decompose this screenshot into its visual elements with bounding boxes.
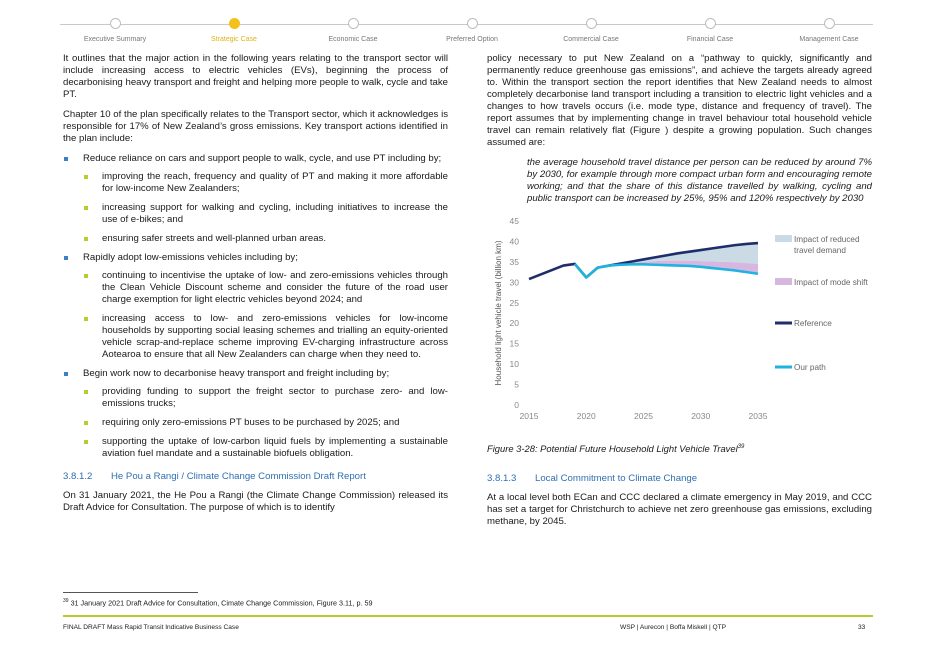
nav-step[interactable]: [293, 14, 413, 43]
nav-step-label: Financial Case: [686, 36, 734, 43]
sub-list: [83, 270, 448, 361]
list-item: [63, 368, 448, 460]
nav-step-dot: [824, 18, 835, 29]
sub-list-item: providing funding to support the freight sector to purchase zero- and low-emissions trucks;: [83, 386, 448, 410]
nav-step[interactable]: [769, 14, 889, 43]
y-tick-label: 30: [509, 277, 519, 288]
sub-list-item: supporting the uptake of low-carbon liquid fuels by implementing a sustainable aviation fuel mandate and a sustainable biofuels obligation.: [83, 436, 448, 460]
nav-step[interactable]: [174, 14, 294, 43]
nav-step-dot: [229, 18, 240, 29]
sub-list-item: improving the reach, frequency and quality of PT and making it more affordable for low-income New Zealanders;: [83, 171, 448, 195]
y-tick-label: 20: [509, 318, 519, 329]
nav-step-label: Strategic Case: [211, 36, 257, 43]
section-title: Local Commitment to Climate Change: [535, 473, 698, 485]
sub-list-item: continuing to incentivise the uptake of low- and zero-emissions vehicles through the Clean Vehicle Discount scheme and consider the future of the road user charge exemption for light electric vehicles beyond 2024; and: [83, 270, 448, 306]
x-tick-label: 2025: [634, 411, 653, 421]
paragraph: policy necessary to put New Zealand on a “pathway to quickly, significantly and permanently reduce greenhouse gas emissions”, and achieve the targets already agreed to. Within the transport section the report identifies that New Zealand needs to almost completely decarbonise land transport including a transition to electric light vehicles and a changes to how travels occurs (i.e. mode type, distance and frequency of travel). The report assumes that by implementing change in travel behaviour total household vehicle travel can remain relatively flat (Figure ) despite a growing population. Such changes assumed are:: [487, 53, 872, 148]
legend-label-reference: Reference: [794, 319, 832, 328]
nav-step[interactable]: [412, 14, 532, 43]
nav-step-dot: [705, 18, 716, 29]
section-title: He Pou a Rangi / Climate Change Commission Draft Report: [111, 471, 366, 482]
left-column: [63, 53, 448, 522]
section-number: 3.8.1.2: [63, 471, 93, 482]
footer-authors: WSP | Aurecon | Boffa Miskell | QTP: [620, 624, 727, 631]
y-tick-label: 15: [509, 338, 519, 349]
legend-swatch-reduced-demand: [775, 235, 792, 242]
sub-list: [83, 171, 448, 245]
footer-title: FINAL DRAFT Mass Rapid Transit Indicative Business Case: [63, 624, 239, 631]
y-tick-label: 35: [509, 256, 519, 267]
x-tick-label: 2035: [748, 411, 768, 421]
list-item-text: Rapidly adopt low-emissions vehicles including by;: [83, 252, 298, 263]
list-item: [63, 252, 448, 361]
footer-rule: [63, 615, 873, 617]
chart-svg: [487, 211, 872, 439]
right-column: [487, 53, 872, 536]
caption-footnote-ref: 39: [737, 444, 745, 450]
x-tick-label: 2015: [519, 411, 539, 421]
nav-step[interactable]: [650, 14, 770, 43]
x-tick-label: 2020: [576, 411, 596, 421]
action-list: [63, 153, 448, 460]
nav-step-dot: [586, 18, 597, 29]
list-item-text: Begin work now to decarbonise heavy transport and freight including by;: [83, 368, 390, 379]
sub-list-item: ensuring safer streets and well-planned urban areas.: [83, 233, 448, 245]
nav-step-dot: [348, 18, 359, 29]
paragraph: At a local level both ECan and CCC declared a climate emergency in May 2019, and CCC has set a target for Christchurch to achieve net zero greenhouse gas emissions, excluding methane, by 2045.: [487, 492, 872, 528]
paragraph: On 31 January 2021, the He Pou a Rangi (the Climate Change Commission) released its Draft Advice for Consultation. The purpose of which is to identify: [63, 490, 448, 513]
nav-step-dot: [467, 18, 478, 29]
nav-step-label: Economic Case: [328, 36, 378, 43]
paragraph: It outlines that the major action in the following years relating to the transport sector will include increasing access to electric vehicles (EVs), beginning the process of decarbonising heavy transport and freight and helping more people to walk, cycle and take PT.: [63, 53, 448, 100]
y-tick-label: 40: [509, 236, 519, 247]
list-item-text: Reduce reliance on cars and support people to walk, cycle, and use PT including by;: [83, 153, 442, 164]
legend-label-our-path: Our path: [794, 363, 826, 372]
nav-step-dot: [110, 18, 121, 29]
sub-list-item: increasing access to low- and zero-emissions vehicles for low-income households by supporting social leasing schemes and trialling an equity-oriented vehicle scrap-and-replace scheme improving EV-charging infrastructure across Aotearoa to ensure that all New Zealanders can charge when they need to.: [83, 313, 448, 361]
nav-step[interactable]: [531, 14, 651, 43]
y-axis-label: Household light vehicle travel (billion km): [494, 240, 503, 386]
legend-label-reduced-demand: Impact of reduced travel demand: [794, 235, 860, 255]
footnote-text: 31 January 2021 Draft Advice for Consultation, Cimate Change Commission, Figure 3.11, p. 59: [70, 598, 373, 608]
paragraph: Chapter 10 of the plan specifically relates to the Transport sector, which it acknowledges is responsible for 17% of New Zealand’s gross emissions. Key transport actions identified in the plan include:: [63, 109, 448, 144]
section-heading: [63, 471, 448, 483]
figure-caption: [487, 441, 872, 455]
caption-text: Figure 3-28: Potential Future Household Light Vehicle Travel: [487, 443, 738, 455]
footnote: [63, 598, 372, 607]
page-number: 33: [858, 624, 866, 631]
footnote-number: 39: [63, 598, 69, 604]
sub-list: [83, 386, 448, 460]
sub-list-item: increasing support for walking and cycling, including initiatives to increase the use of e-bikes; and: [83, 202, 448, 226]
quote: the average household travel distance per person can be reduced by around 7% by 2030, for example through more compact urban form and encouraging remote working; and that the share of this distance travelled by walking, cycling and public transport can be increased by 25%, 95% and 120% respectively by 2030: [527, 157, 872, 204]
list-item: [63, 153, 448, 245]
y-tick-label: 5: [514, 379, 519, 390]
y-tick-label: 10: [509, 359, 519, 370]
sub-list-item: requiring only zero-emissions PT buses to be purchased by 2025; and: [83, 417, 448, 429]
travel-chart: [487, 211, 872, 439]
legend-swatch-mode-shift: [775, 278, 792, 285]
x-tick-label: 2030: [691, 411, 711, 421]
nav-step-label: Commercial Case: [563, 36, 619, 43]
y-tick-label: 25: [509, 297, 519, 308]
nav-step[interactable]: [55, 14, 175, 43]
y-tick-label: 45: [509, 216, 519, 226]
section-heading: [487, 473, 872, 485]
progress-nav: [60, 14, 873, 48]
nav-step-label: Preferred Option: [446, 36, 498, 43]
nav-step-label: Executive Summary: [83, 36, 147, 43]
nav-step-label: Management Case: [799, 36, 859, 43]
section-number: 3.8.1.3: [487, 473, 517, 485]
y-tick-label: 0: [514, 400, 519, 410]
footnote-rule: [63, 592, 198, 593]
legend-label-mode-shift: Impact of mode shift: [794, 278, 868, 287]
